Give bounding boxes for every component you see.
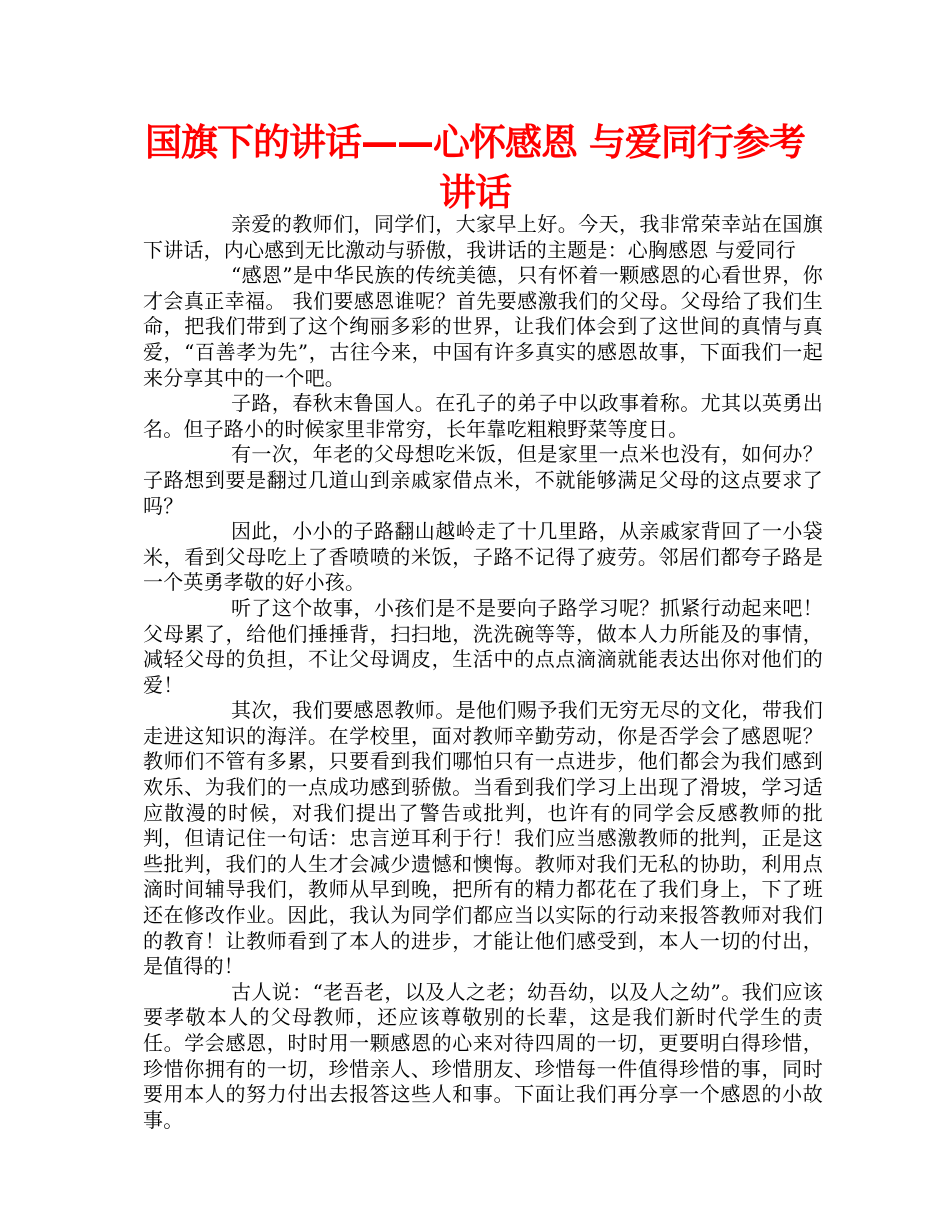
document-body	[143, 212, 823, 1133]
paragraph-learn-from-zilu: 听了这个故事，小孩们是不是要向子路学习呢？抓紧行动起来吧！父母累了，给他们捶捶背，扫扫地，洗洗碗等等，做本人力所能及的事情，减轻父母的负担，不让父母调皮，生活中的点点滴滴就能表达出你对他们的爱！	[143, 595, 823, 697]
paragraph-thank-teachers: 其次，我们要感恩教师。是他们赐予我们无穷无尽的文化，带我们走进这知识的海洋。在学校里，面对教师辛勤劳动，你是否学会了感恩呢？教师们不管有多累，只要看到我们哪怕只有一点进步，他们都会为我们感到欢乐、为我们的一点成功感到骄傲。当看到我们学习上出现了滑坡，学习适应散漫的时候，对我们提出了警告或批判，也许有的同学会反感教师的批判，但请记住一句话：忠言逆耳利于行！我们应当感激教师的批判，正是这些批判，我们的人生才会减少遗憾和懊悔。教师对我们无私的协助，利用点滴时间辅导我们，教师从早到晚，把所有的精力都花在了我们身上，下了班还在修改作业。因此，我认为同学们都应当以实际的行动来报答教师对我们的教育！让教师看到了本人的进步，才能让他们感受到，本人一切的付出，是值得的！	[143, 698, 823, 979]
paragraph-zilu-journey: 因此，小小的子路翻山越岭走了十几里路，从亲戚家背回了一小袋米，看到父母吃上了香喷喷的米饭，子路不记得了疲劳。邻居们都夸子路是一个英勇孝敬的好小孩。	[143, 519, 823, 595]
paragraph-ancient-saying: 古人说：“老吾老，以及人之老；幼吾幼，以及人之幼”。我们应该要孝敬本人的父母教师，还应该尊敬别的长辈，这是我们新时代学生的责任。学会感恩，时时用一颗感恩的心来对待四周的一切，更要明白得珍惜，珍惜你拥有的一切，珍惜亲人、珍惜朋友、珍惜每一件值得珍惜的事，同时要用本人的努力付出去报答这些人和事。下面让我们再分享一个感恩的小故事。	[143, 979, 823, 1132]
paragraph-zilu-rice: 有一次，年老的父母想吃米饭，但是家里一点米也没有，如何办？子路想到要是翻过几道山到亲戚家借点米，不就能够满足父母的这点要求了吗？	[143, 442, 823, 518]
document-title: 国旗下的讲话——心怀感恩 与爱同行参考讲话	[145, 121, 805, 214]
paragraph-zilu-intro: 子路，春秋末鲁国人。在孔子的弟子中以政事着称。尤其以英勇出名。但子路小的时候家里非常穷，长年靠吃粗粮野菜等度日。	[143, 391, 823, 441]
paragraph-gratitude-intro: “感恩”是中华民族的传统美德，只有怀着一颗感恩的心看世界，你才会真正幸福。 我们要感恩谁呢？首先要感激我们的父母。父母给了我们生命，把我们带到了这个绚丽多彩的世界，让我们体会到了这世间的真情与真爱，“百善孝为先”，古往今来，中国有许多真实的感恩故事，下面我们一起来分享其中的一个吧。	[143, 263, 823, 390]
paragraph-greeting: 亲爱的教师们，同学们，大家早上好。今天，我非常荣幸站在国旗下讲话，内心感到无比激动与骄傲，我讲话的主题是：心胸感恩 与爱同行	[143, 212, 823, 262]
